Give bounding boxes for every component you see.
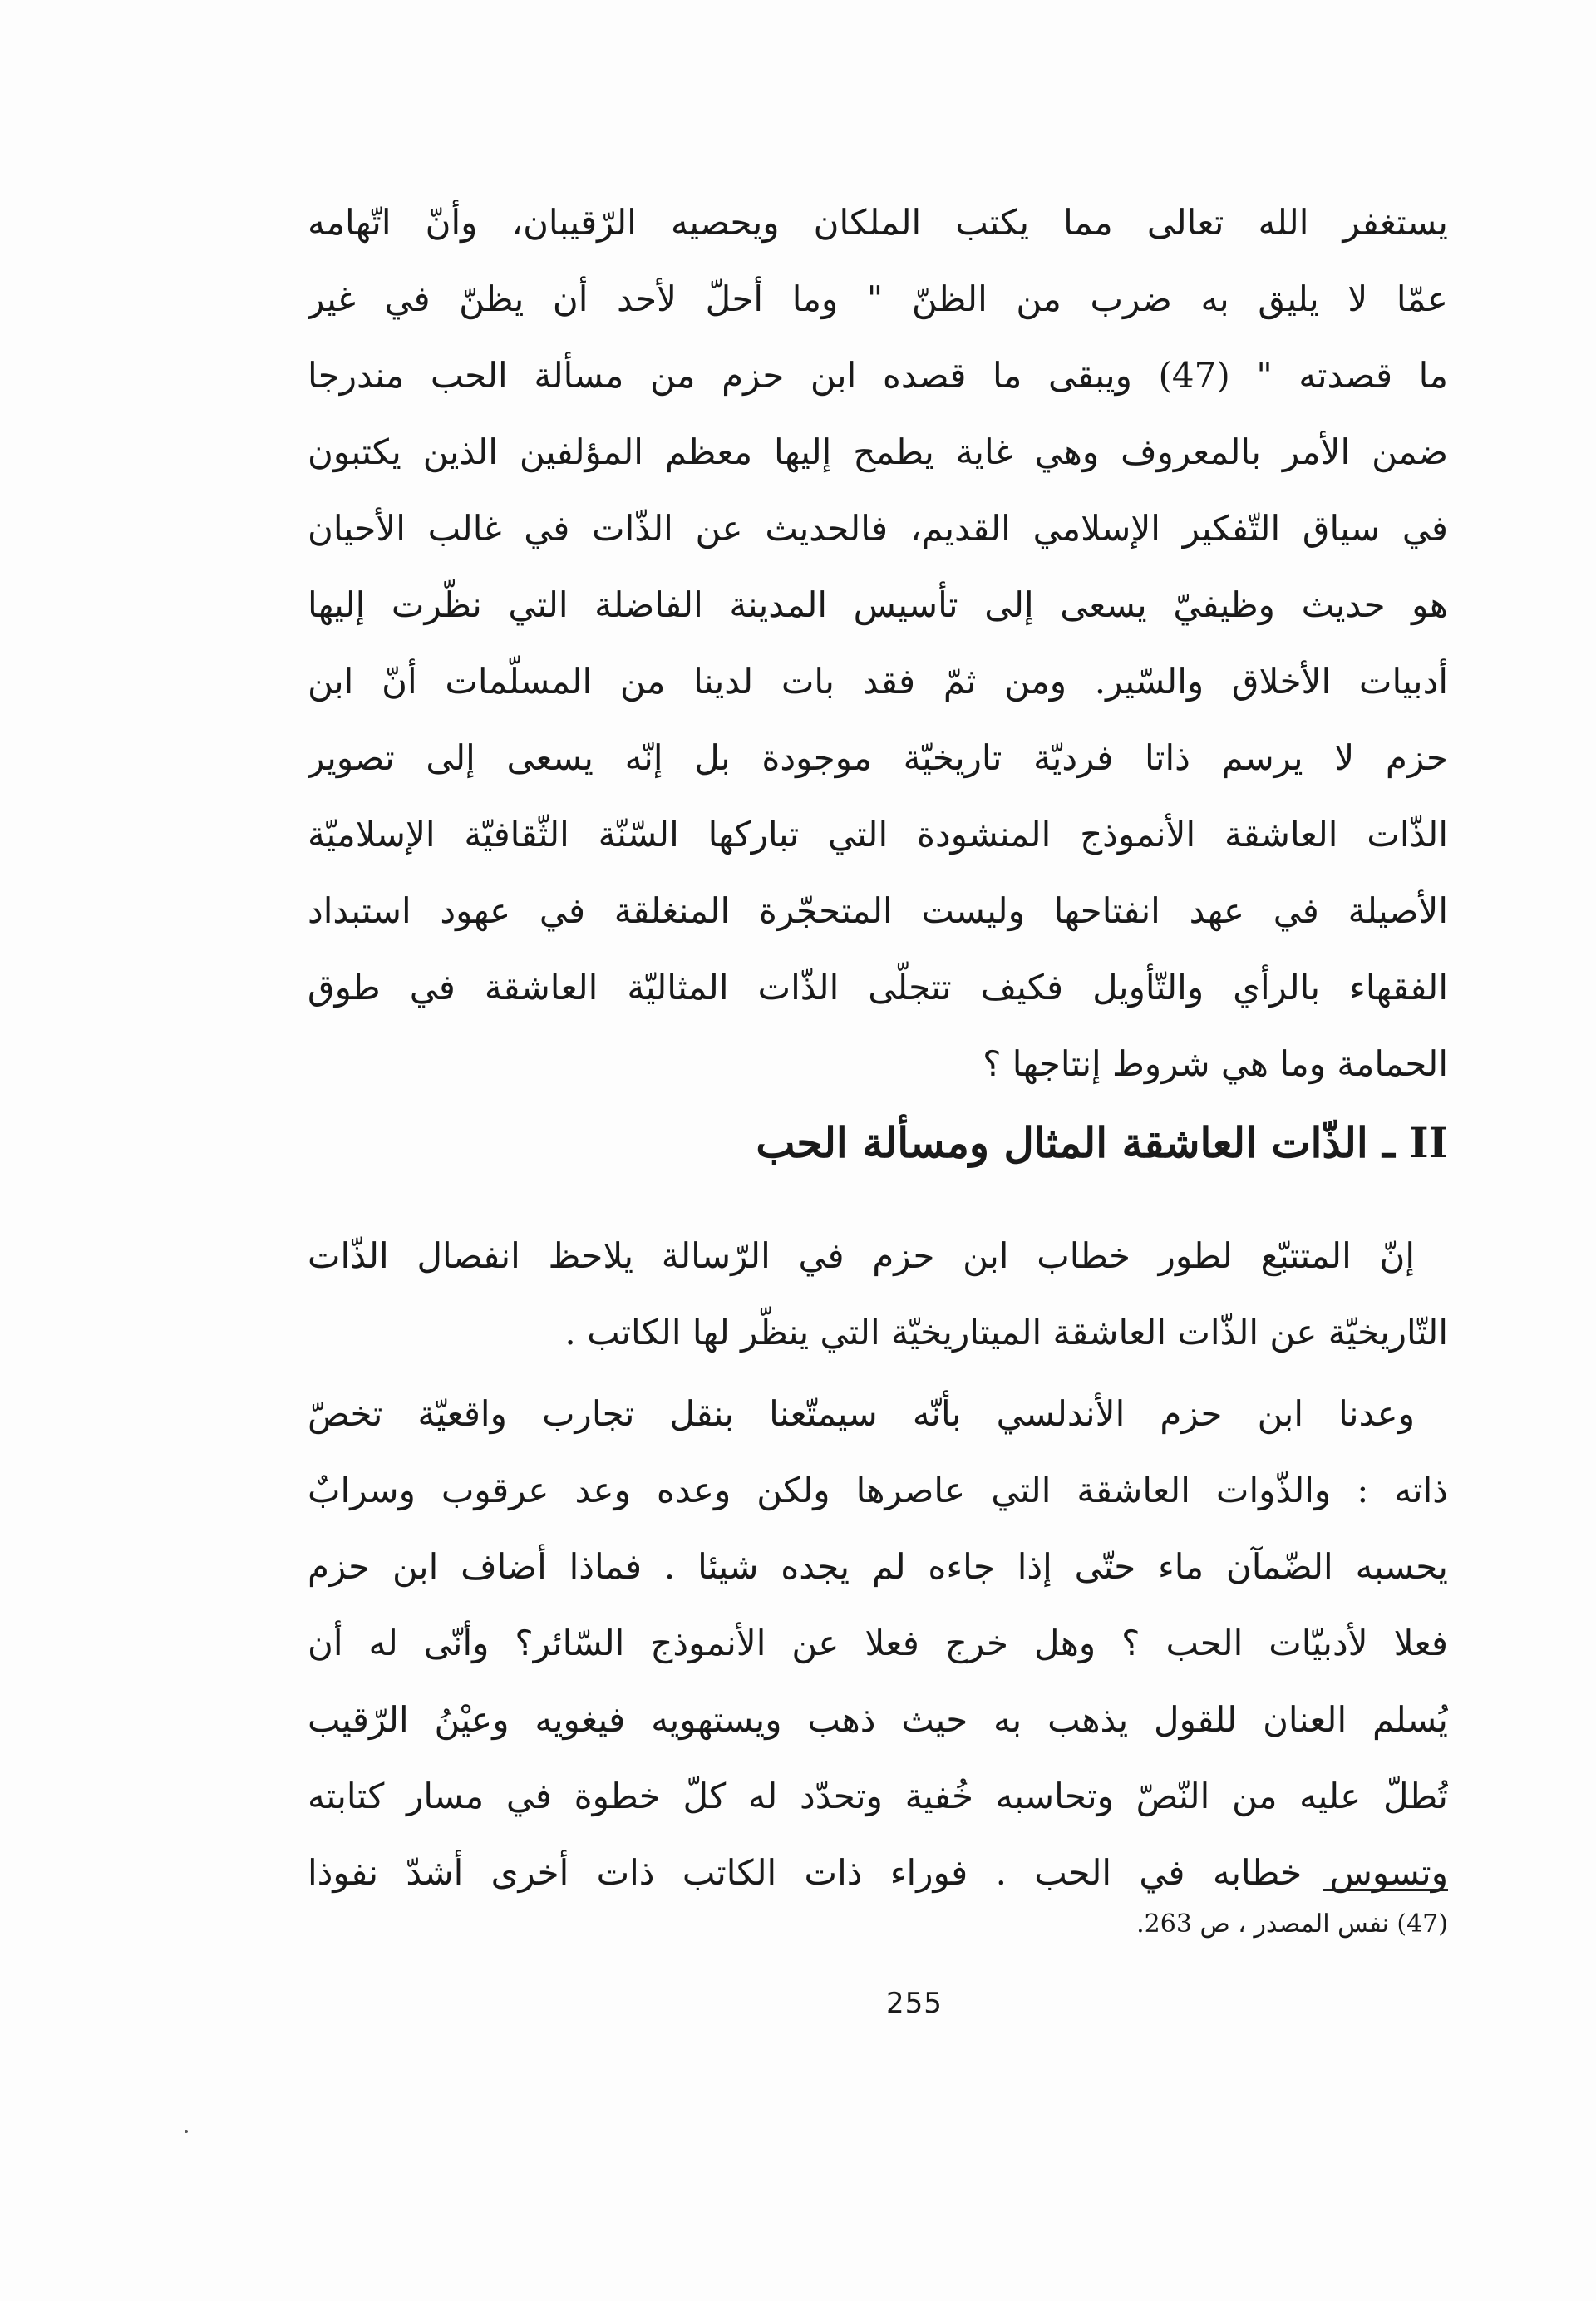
text-line: يُسلم العنان للقول يذهب به حيث ذهب ويستهويه فيغويه وعيْنُ الرّقيب bbox=[308, 1699, 1448, 1740]
text-line: تُطلّ عليه من النّصّ وتحاسبه خُفية وتحدّد له كلّ خطوة في مسار كتابته bbox=[308, 1776, 1448, 1816]
footnote-divider bbox=[1323, 1889, 1448, 1891]
text-line: إنّ المتتبّع لطور خطاب ابن حزم في الرّسالة يلاحظ انفصال الذّات bbox=[308, 1235, 1415, 1276]
text-line: وعدنا ابن حزم الأندلسي بأنّه سيمتّعنا بنقل تجارب واقعيّة تخصّ bbox=[308, 1393, 1415, 1434]
text-line: عمّا لا يليق به ضرب من الظنّ " وما أحلّ لأحد أن يظنّ في غير bbox=[308, 278, 1448, 319]
text-line: هو حديث وظيفيّ يسعى إلى تأسيس المدينة الفاضلة التي نظّرت إليها bbox=[308, 584, 1448, 625]
text-line: الذّات العاشقة الأنموذج المنشودة التي تباركها السّنّة الثّقافيّة الإسلاميّة bbox=[308, 814, 1448, 855]
text-line: أدبيات الأخلاق والسّير. ومن ثمّ فقد بات لدينا من المسلّمات أنّ ابن bbox=[308, 661, 1448, 702]
paragraph-1 bbox=[308, 185, 1448, 1102]
text-line: الأصيلة في عهد انفتاحها وليست المتحجّرة المنغلقة في عهود استبداد bbox=[308, 890, 1448, 931]
text-line: ضمن الأمر بالمعروف وهي غاية يطمح إليها معظم المؤلفين الذين يكتبون bbox=[308, 431, 1448, 472]
paragraph-3 bbox=[308, 1376, 1448, 1911]
text-line: يستغفر الله تعالى مما يكتب الملكان ويحصيه الرّقيبان، وأنّ اتّهامه bbox=[308, 202, 1448, 243]
page-number: 255 bbox=[886, 1987, 943, 2020]
text-line: ما قصدته " (47) ويبقى ما قصده ابن حزم من مسألة الحب مندرجا bbox=[308, 355, 1448, 396]
text-line: حزم لا يرسم ذاتا فرديّة تاريخيّة موجودة بل إنّه يسعى إلى تصوير bbox=[308, 737, 1448, 778]
paragraph-2 bbox=[308, 1218, 1448, 1371]
text-line: ذاته : والذّوات العاشقة التي عاصرها ولكن وعده وعد عرقوب وسرابٌ bbox=[308, 1470, 1448, 1510]
text-line: يحسبه الضّمآن ماء حتّى إذا جاءه لم يجده شيئا . فماذا أضاف ابن حزم bbox=[308, 1546, 1448, 1587]
text-line: وتسوس خطابه في الحب . فوراء ذات الكاتب ذات أخرى أشدّ نفوذا bbox=[308, 1852, 1448, 1893]
text-line: في سياق التّفكير الإسلامي القديم، فالحديث عن الذّات في غالب الأحيان bbox=[308, 508, 1448, 549]
text-line: فعلا لأدبيّات الحب ؟ وهل خرج فعلا عن الأنموذج السّائر؟ وأنّى له أن bbox=[308, 1623, 1448, 1663]
scan-speck bbox=[185, 2130, 188, 2133]
section-heading: II ـ الذّات العاشقة المثال ومسألة الحب bbox=[756, 1118, 1448, 1167]
footnote: (47) نفس المصدر ، ص 263. bbox=[1136, 1909, 1448, 1939]
text-line: الحمامة وما هي شروط إنتاجها ؟ bbox=[983, 1043, 1448, 1084]
text-line: التّاريخيّة عن الذّات العاشقة الميتاريخيّة التي ينظّر لها الكاتب . bbox=[564, 1312, 1448, 1353]
text-line: الفقهاء بالرأي والتّأويل فكيف تتجلّى الذّات المثاليّة العاشقة في طوق bbox=[308, 967, 1448, 1008]
